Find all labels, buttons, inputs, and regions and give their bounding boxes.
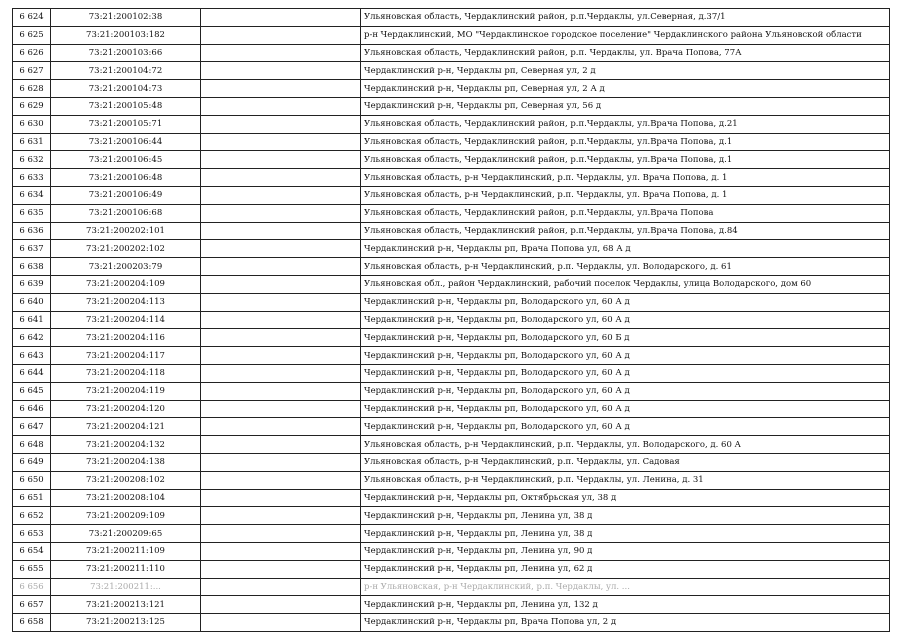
empty-cell bbox=[201, 26, 361, 44]
row-number-cell: 6 653 bbox=[13, 525, 51, 543]
cadastral-number-cell: 73:21:200211:... bbox=[51, 578, 201, 596]
address-cell: Чердаклинский р-н, Чердаклы рп, Северная ул, 2 А д bbox=[361, 80, 890, 98]
empty-cell bbox=[201, 596, 361, 614]
cadastral-number-cell: 73:21:200102:38 bbox=[51, 9, 201, 27]
table-row bbox=[13, 418, 890, 436]
cadastral-number-cell: 73:21:200204:138 bbox=[51, 453, 201, 471]
empty-cell bbox=[201, 329, 361, 347]
table-row bbox=[13, 382, 890, 400]
address-cell: Ульяновская область, р-н Чердаклинский, р.п. Чердаклы, ул. Врача Попова, д. 1 bbox=[361, 186, 890, 204]
registry-rows bbox=[13, 9, 890, 632]
empty-cell bbox=[201, 507, 361, 525]
table-row bbox=[13, 542, 890, 560]
address-cell: Ульяновская обл., район Чердаклинский, рабочий поселок Чердаклы, улица Володарского, дом 60 bbox=[361, 275, 890, 293]
empty-cell bbox=[201, 400, 361, 418]
address-cell: Чердаклинский р-н, Чердаклы рп, Володарского ул, 60 А д bbox=[361, 400, 890, 418]
cadastral-number-cell: 73:21:200106:45 bbox=[51, 151, 201, 169]
address-cell: Чердаклинский р-н, Чердаклы рп, Володарского ул, 60 Б д bbox=[361, 329, 890, 347]
row-number-cell: 6 651 bbox=[13, 489, 51, 507]
table-row bbox=[13, 26, 890, 44]
empty-cell bbox=[201, 9, 361, 27]
row-number-cell: 6 631 bbox=[13, 133, 51, 151]
table-row bbox=[13, 525, 890, 543]
row-number-cell: 6 647 bbox=[13, 418, 51, 436]
cadastral-number-cell: 73:21:200204:116 bbox=[51, 329, 201, 347]
row-number-cell: 6 627 bbox=[13, 62, 51, 80]
address-cell: Ульяновская область, Чердаклинский район, р.п.Чердаклы, ул.Врача Попова, д.84 bbox=[361, 222, 890, 240]
empty-cell bbox=[201, 97, 361, 115]
address-cell: Чердаклинский р-н, Чердаклы рп, Северная ул, 2 д bbox=[361, 62, 890, 80]
row-number-cell: 6 640 bbox=[13, 293, 51, 311]
cadastral-number-cell: 73:21:200105:48 bbox=[51, 97, 201, 115]
address-cell: Ульяновская область, Чердаклинский район, р.п.Чердаклы, ул.Врача Попова, д.1 bbox=[361, 151, 890, 169]
address-cell: Ульяновская область, р-н Чердаклинский, р.п. Чердаклы, ул. Садовая bbox=[361, 453, 890, 471]
table-row bbox=[13, 329, 890, 347]
address-cell: Чердаклинский р-н, Чердаклы рп, Володарского ул, 60 А д bbox=[361, 311, 890, 329]
empty-cell bbox=[201, 489, 361, 507]
table-row bbox=[13, 9, 890, 27]
cadastral-number-cell: 73:21:200213:121 bbox=[51, 596, 201, 614]
row-number-cell: 6 632 bbox=[13, 151, 51, 169]
address-cell: Чердаклинский р-н, Чердаклы рп, Володарского ул, 60 А д bbox=[361, 418, 890, 436]
row-number-cell: 6 643 bbox=[13, 347, 51, 365]
cadastral-number-cell: 73:21:200204:118 bbox=[51, 364, 201, 382]
address-cell: Ульяновская область, р-н Чердаклинский, р.п. Чердаклы, ул. Врача Попова, д. 1 bbox=[361, 169, 890, 187]
empty-cell bbox=[201, 311, 361, 329]
row-number-cell: 6 629 bbox=[13, 97, 51, 115]
address-cell: Чердаклинский р-н, Чердаклы рп, Володарского ул, 60 А д bbox=[361, 347, 890, 365]
row-number-cell: 6 635 bbox=[13, 204, 51, 222]
table-row bbox=[13, 347, 890, 365]
empty-cell bbox=[201, 115, 361, 133]
row-number-cell: 6 639 bbox=[13, 275, 51, 293]
cadastral-number-cell: 73:21:200204:132 bbox=[51, 436, 201, 454]
table-row bbox=[13, 364, 890, 382]
cadastral-number-cell: 73:21:200208:102 bbox=[51, 471, 201, 489]
table-row bbox=[13, 560, 890, 578]
table-row bbox=[13, 115, 890, 133]
cadastral-number-cell: 73:21:200204:109 bbox=[51, 275, 201, 293]
address-cell: Ульяновская область, Чердаклинский район, р.п.Чердаклы, ул.Врача Попова, д.1 bbox=[361, 133, 890, 151]
address-cell: Чердаклинский р-н, Чердаклы рп, Ленина ул, 132 д bbox=[361, 596, 890, 614]
row-number-cell: 6 636 bbox=[13, 222, 51, 240]
cadastral-number-cell: 73:21:200106:49 bbox=[51, 186, 201, 204]
address-cell: Ульяновская область, Чердаклинский район, р.п.Чердаклы, ул.Северная, д.37/1 bbox=[361, 9, 890, 27]
cadastral-number-cell: 73:21:200211:110 bbox=[51, 560, 201, 578]
address-cell: Чердаклинский р-н, Чердаклы рп, Володарского ул, 60 А д bbox=[361, 364, 890, 382]
row-number-cell: 6 630 bbox=[13, 115, 51, 133]
address-cell: Ульяновская область, р-н Чердаклинский, р.п. Чердаклы, ул. Ленина, д. 31 bbox=[361, 471, 890, 489]
row-number-cell: 6 650 bbox=[13, 471, 51, 489]
empty-cell bbox=[201, 133, 361, 151]
address-cell: Ульяновская область, р-н Чердаклинский, р.п. Чердаклы, ул. Володарского, д. 61 bbox=[361, 258, 890, 276]
empty-cell bbox=[201, 364, 361, 382]
table-row bbox=[13, 151, 890, 169]
cadastral-number-cell: 73:21:200105:71 bbox=[51, 115, 201, 133]
empty-cell bbox=[201, 471, 361, 489]
cadastral-number-cell: 73:21:200209:65 bbox=[51, 525, 201, 543]
table-row bbox=[13, 400, 890, 418]
cadastral-number-cell: 73:21:200213:125 bbox=[51, 614, 201, 632]
cadastral-number-cell: 73:21:200106:48 bbox=[51, 169, 201, 187]
table-row bbox=[13, 44, 890, 62]
empty-cell bbox=[201, 382, 361, 400]
address-cell: Чердаклинский р-н, Чердаклы рп, Володарского ул, 60 А д bbox=[361, 382, 890, 400]
table-row bbox=[13, 578, 890, 596]
row-number-cell: 6 649 bbox=[13, 453, 51, 471]
row-number-cell: 6 624 bbox=[13, 9, 51, 27]
empty-cell bbox=[201, 453, 361, 471]
empty-cell bbox=[201, 204, 361, 222]
row-number-cell: 6 655 bbox=[13, 560, 51, 578]
row-number-cell: 6 626 bbox=[13, 44, 51, 62]
table-row bbox=[13, 453, 890, 471]
table-row bbox=[13, 293, 890, 311]
row-number-cell: 6 648 bbox=[13, 436, 51, 454]
cadastral-number-cell: 73:21:200204:120 bbox=[51, 400, 201, 418]
table-row bbox=[13, 62, 890, 80]
row-number-cell: 6 625 bbox=[13, 26, 51, 44]
address-cell: Чердаклинский р-н, Чердаклы рп, Володарского ул, 60 А д bbox=[361, 293, 890, 311]
table-row bbox=[13, 80, 890, 98]
empty-cell bbox=[201, 418, 361, 436]
row-number-cell: 6 652 bbox=[13, 507, 51, 525]
table-row bbox=[13, 133, 890, 151]
address-cell: Ульяновская область, Чердаклинский район, р.п.Чердаклы, ул.Врача Попова, д.21 bbox=[361, 115, 890, 133]
address-cell: Чердаклинский р-н, Чердаклы рп, Ленина ул, 62 д bbox=[361, 560, 890, 578]
cadastral-number-cell: 73:21:200208:104 bbox=[51, 489, 201, 507]
row-number-cell: 6 654 bbox=[13, 542, 51, 560]
empty-cell bbox=[201, 542, 361, 560]
table-row bbox=[13, 275, 890, 293]
table-row bbox=[13, 169, 890, 187]
table-row bbox=[13, 614, 890, 632]
address-cell: Ульяновская область, р-н Чердаклинский, р.п. Чердаклы, ул. Володарского, д. 60 А bbox=[361, 436, 890, 454]
row-number-cell: 6 641 bbox=[13, 311, 51, 329]
cadastral-number-cell: 73:21:200104:73 bbox=[51, 80, 201, 98]
row-number-cell: 6 637 bbox=[13, 240, 51, 258]
address-cell: Чердаклинский р-н, Чердаклы рп, Ленина ул, 90 д bbox=[361, 542, 890, 560]
registry-table bbox=[12, 8, 890, 632]
empty-cell bbox=[201, 347, 361, 365]
cadastral-number-cell: 73:21:200103:182 bbox=[51, 26, 201, 44]
row-number-cell: 6 642 bbox=[13, 329, 51, 347]
address-cell: р-н Чердаклинский, МО "Чердаклинское городское поселение" Чердаклинского района Ульяновской области bbox=[361, 26, 890, 44]
row-number-cell: 6 628 bbox=[13, 80, 51, 98]
empty-cell bbox=[201, 186, 361, 204]
row-number-cell: 6 633 bbox=[13, 169, 51, 187]
empty-cell bbox=[201, 258, 361, 276]
table-row bbox=[13, 240, 890, 258]
cadastral-number-cell: 73:21:200204:121 bbox=[51, 418, 201, 436]
address-cell: Чердаклинский р-н, Чердаклы рп, Врача Попова ул, 68 А д bbox=[361, 240, 890, 258]
table-row bbox=[13, 507, 890, 525]
cadastral-number-cell: 73:21:200203:79 bbox=[51, 258, 201, 276]
empty-cell bbox=[201, 293, 361, 311]
table-row bbox=[13, 311, 890, 329]
row-number-cell: 6 644 bbox=[13, 364, 51, 382]
empty-cell bbox=[201, 578, 361, 596]
cadastral-number-cell: 73:21:200209:109 bbox=[51, 507, 201, 525]
empty-cell bbox=[201, 169, 361, 187]
cadastral-number-cell: 73:21:200204:119 bbox=[51, 382, 201, 400]
row-number-cell: 6 656 bbox=[13, 578, 51, 596]
cadastral-number-cell: 73:21:200104:72 bbox=[51, 62, 201, 80]
table-row bbox=[13, 97, 890, 115]
table-row bbox=[13, 222, 890, 240]
address-cell: Чердаклинский р-н, Чердаклы рп, Ленина ул, 38 д bbox=[361, 525, 890, 543]
address-cell: Чердаклинский р-н, Чердаклы рп, Врача Попова ул, 2 д bbox=[361, 614, 890, 632]
empty-cell bbox=[201, 560, 361, 578]
cadastral-number-cell: 73:21:200211:109 bbox=[51, 542, 201, 560]
empty-cell bbox=[201, 44, 361, 62]
empty-cell bbox=[201, 62, 361, 80]
empty-cell bbox=[201, 80, 361, 98]
table-row bbox=[13, 258, 890, 276]
row-number-cell: 6 645 bbox=[13, 382, 51, 400]
empty-cell bbox=[201, 436, 361, 454]
row-number-cell: 6 634 bbox=[13, 186, 51, 204]
empty-cell bbox=[201, 614, 361, 632]
table-row bbox=[13, 204, 890, 222]
cadastral-number-cell: 73:21:200202:102 bbox=[51, 240, 201, 258]
cadastral-number-cell: 73:21:200106:44 bbox=[51, 133, 201, 151]
row-number-cell: 6 638 bbox=[13, 258, 51, 276]
row-number-cell: 6 658 bbox=[13, 614, 51, 632]
empty-cell bbox=[201, 151, 361, 169]
cadastral-number-cell: 73:21:200204:113 bbox=[51, 293, 201, 311]
row-number-cell: 6 657 bbox=[13, 596, 51, 614]
table-row bbox=[13, 489, 890, 507]
address-cell: Чердаклинский р-н, Чердаклы рп, Октябрьская ул, 38 д bbox=[361, 489, 890, 507]
address-cell: Ульяновская область, Чердаклинский район, р.п.Чердаклы, ул.Врача Попова bbox=[361, 204, 890, 222]
cadastral-number-cell: 73:21:200106:68 bbox=[51, 204, 201, 222]
cadastral-number-cell: 73:21:200103:66 bbox=[51, 44, 201, 62]
address-cell: Чердаклинский р-н, Чердаклы рп, Ленина ул, 38 д bbox=[361, 507, 890, 525]
table-row bbox=[13, 596, 890, 614]
cadastral-number-cell: 73:21:200204:117 bbox=[51, 347, 201, 365]
empty-cell bbox=[201, 275, 361, 293]
table-row bbox=[13, 186, 890, 204]
address-cell: Ульяновская область, Чердаклинский район, р.п. Чердаклы, ул. Врача Попова, 77А bbox=[361, 44, 890, 62]
row-number-cell: 6 646 bbox=[13, 400, 51, 418]
table-row bbox=[13, 436, 890, 454]
address-cell: Чердаклинский р-н, Чердаклы рп, Северная ул, 56 д bbox=[361, 97, 890, 115]
empty-cell bbox=[201, 525, 361, 543]
cadastral-number-cell: 73:21:200202:101 bbox=[51, 222, 201, 240]
empty-cell bbox=[201, 222, 361, 240]
cadastral-number-cell: 73:21:200204:114 bbox=[51, 311, 201, 329]
table-row bbox=[13, 471, 890, 489]
empty-cell bbox=[201, 240, 361, 258]
address-cell: р-н Ульяновская, р-н Чердаклинский, р.п. Чердаклы, ул. ... bbox=[361, 578, 890, 596]
